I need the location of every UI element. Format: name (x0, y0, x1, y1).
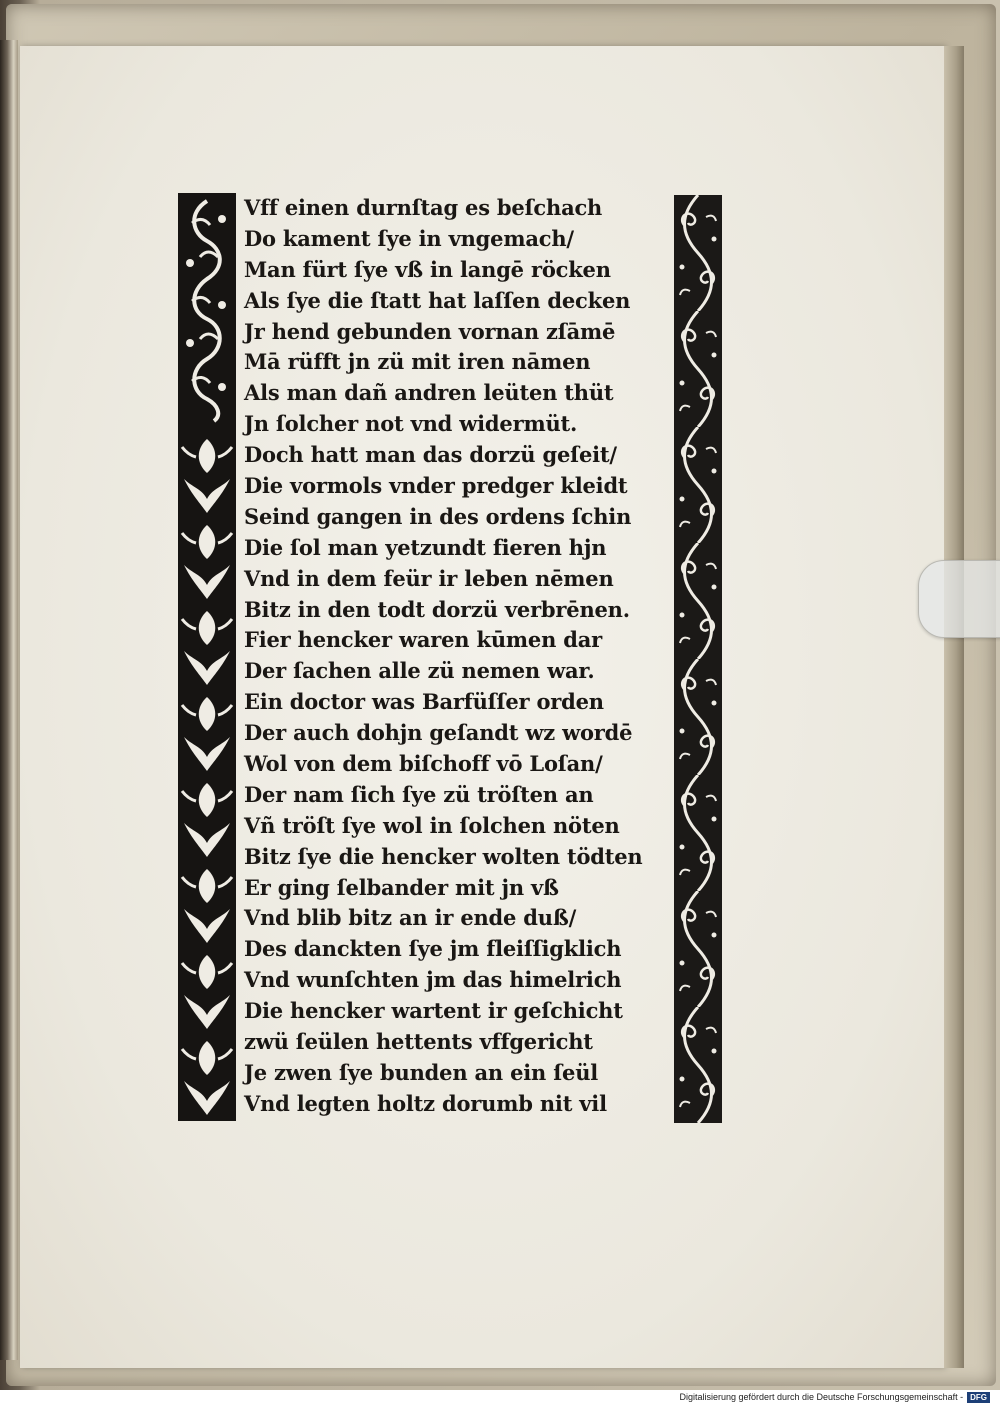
verse-line: Der nam ſich ſye zü tröſten an (244, 781, 594, 807)
verse-line: Vñ tröſt ſye wol in ſolchen nöten (244, 812, 620, 838)
verse-line: Doch hatt man das dorzü geſeit/ (244, 442, 617, 468)
page-edges (944, 46, 964, 1368)
right-woodcut-border (674, 195, 722, 1123)
verse-line: Vnd wunſchten jm das himelrich (244, 967, 622, 993)
verse-line: Do kament ſye in vngemach/ (244, 225, 574, 251)
verse-line: Vnd in dem feür ir leben nēmen (244, 565, 614, 591)
digitization-credit-bar (0, 1390, 1000, 1405)
left-border-upper-panel (178, 193, 236, 425)
verse-line: Vnd blib bitz an ir ende duß/ (244, 905, 577, 931)
verse-line: Man fürt ſye vß in langē röcken (244, 256, 611, 282)
verse-line: Fier hencker waren kūmen dar (244, 627, 603, 653)
verse-line: Die hencker wartent ir geſchicht (244, 998, 623, 1024)
verse-line: Als man dañ andren leüten thüt (244, 380, 614, 406)
verse-line: Seind gangen in des ordens ſchin (244, 503, 632, 529)
verse-line: Die ſol man yetzundt fieren hjn (244, 534, 607, 560)
page-marker-tab (918, 560, 1000, 638)
verse-line: Vnd legten holtz dorumb nit vil (244, 1090, 607, 1116)
verse-line: Jr hend gebunden vornan zſāmē (244, 318, 616, 344)
verse-line: Vff einen durnſtag es beſchach (244, 195, 603, 220)
floral-ornament-icon (178, 193, 236, 425)
verse-line: Als ſye die ſtatt hat laſſen decken (244, 287, 631, 313)
dfg-logo-icon: DFG (967, 1392, 990, 1403)
verse-line: Je zwen ſye bunden an ein ſeül (244, 1059, 599, 1085)
verse-line: Der auch dohjn geſandt wz wordē (244, 720, 633, 746)
verse-line: Er ging ſelbander mit jn vß (244, 874, 559, 900)
verse-line: Bitz ſye die hencker wolten tödten (244, 843, 643, 869)
verse-line: Mā rüfft jn zü mit iren nāmen (244, 349, 591, 375)
verse-line: Bitz in den todt dorzü verbrēnen. (244, 596, 630, 622)
vine-ornament-icon (674, 195, 722, 1123)
left-woodcut-border (178, 193, 236, 1121)
verse-line: zwü ſeülen hettents vffgericht (244, 1029, 593, 1055)
verse-line: Die vormols vnder predger kleidt (244, 473, 628, 499)
leaf-pattern-icon (178, 433, 236, 1121)
verse-line: Der ſachen alle zü nemen war. (244, 658, 595, 684)
verse-line: Des danckten ſye jm fleiſſigklich (244, 936, 622, 962)
verse-line: Wol von dem biſchoff vō Loſan/ (244, 751, 603, 777)
left-page-stack (0, 40, 18, 1360)
credit-text: Digitalisierung gefördert durch die Deutsche Forschungsgemeinschaft - (679, 1392, 964, 1402)
verse-line: Ein doctor was Barfüſſer orden (244, 689, 604, 715)
verse-line: Jn ſolcher not vnd widermüt. (244, 411, 578, 437)
verse-text-block (244, 193, 669, 1120)
